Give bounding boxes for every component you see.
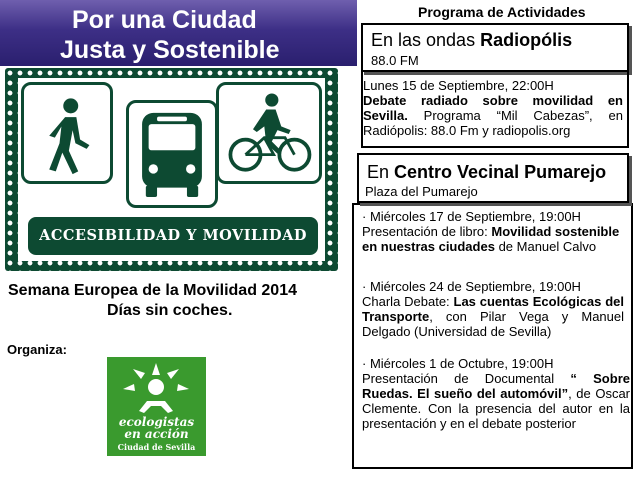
ecologistas-logo <box>107 357 206 456</box>
event-date: · Miércoles 1 de Octubre, 19:00H <box>362 356 554 371</box>
event-item: · Miércoles 17 de Septiembre, 19:00H Presentación de libro: Movilidad sostenible en nuestras ciudades de Manuel Calvo <box>362 209 624 254</box>
radio-frequency: 88.0 FM <box>371 53 419 68</box>
programme-title: Programa de Actividades <box>418 4 586 20</box>
title-line-2: Justa y Sostenible <box>60 36 280 64</box>
event-item: · Miércoles 24 de Septiembre, 19:00H Charla Debate: Las cuentas Ecológicas del Transporte, con Pilar Vega y Manuel Delgado (Universidad de Sevilla) <box>362 279 624 339</box>
mobility-poster <box>5 68 338 271</box>
event-item: · Miércoles 1 de Octubre, 19:00H Presentación de Documental “ Sobre Ruedas. El sueño del automóvil”, de Oscar Clemente. Con la presencia del autor en la presentación y en el debate posterior <box>362 356 630 431</box>
accessibility-band <box>28 217 318 255</box>
week-title: Semana Europea de la Movilidad 2014 <box>8 282 297 299</box>
title-line-1: Por una Ciudad <box>72 6 257 34</box>
title-banner <box>0 0 357 66</box>
centro-heading: En Centro Vecinal Pumarejo <box>367 162 607 182</box>
logo-line-1: ecologistas <box>118 415 195 429</box>
centro-name: Centro Vecinal Pumarejo <box>394 162 607 182</box>
event-title: Debate radiado sobre movilidad en Sevilla. <box>363 93 623 123</box>
event-details: Programa “Mil Cabezas”, en Radiópolis: 88.0 Fm y radiopolis.org <box>363 108 623 138</box>
radio-name: Radiopólis <box>480 30 573 50</box>
organizer-label: Organiza: <box>7 342 67 357</box>
event-title: Movilidad sostenible en nuestras ciudades <box>362 224 620 254</box>
accessibility-label: ACCESIBILIDAD Y MOVILIDAD <box>39 227 307 244</box>
bus-pictogram <box>126 100 218 208</box>
event-title: Las cuentas Ecológicas del Transporte <box>362 294 624 324</box>
pedestrian-icon <box>24 85 110 181</box>
week-subtitle: Días sin coches. <box>107 302 233 319</box>
logo-line-2: en acción <box>124 427 189 441</box>
bicycle-pictogram <box>216 82 322 184</box>
logo-line-3: Ciudad de Sevilla <box>117 442 196 452</box>
centro-header-box <box>357 153 629 203</box>
pedestrian-pictogram <box>21 82 113 184</box>
centro-place: Plaza del Pumarejo <box>365 184 478 199</box>
radio-heading: En las ondas Radiopólis <box>371 30 573 50</box>
event-date: Lunes 15 de Septiembre, 22:00H <box>363 78 554 93</box>
event-date: · Miércoles 17 de Septiembre, 19:00H <box>362 209 581 224</box>
event-date: · Miércoles 24 de Septiembre, 19:00H <box>362 279 581 294</box>
bicycle-icon <box>219 85 319 181</box>
radio-event <box>363 78 623 138</box>
poster-panel <box>18 78 325 261</box>
event-title: “ Sobre Ruedas. El sueño del automóvil” <box>362 371 630 401</box>
radio-header-box <box>361 23 629 72</box>
bus-icon <box>129 103 215 205</box>
